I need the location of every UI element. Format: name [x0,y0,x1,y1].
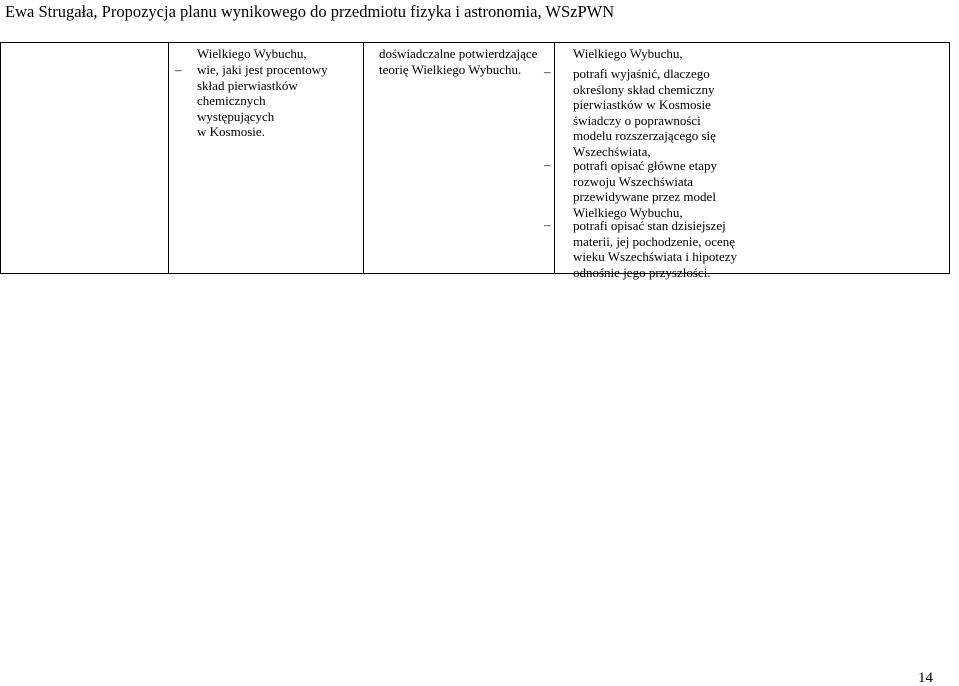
page-number: 14 [918,670,933,686]
column-divider [554,43,555,273]
document-header: Ewa Strugała, Propozycja planu wynikowego do przedmiotu fizyka i astronomia, WSzPWN [5,2,615,21]
column-divider [363,43,364,273]
col2-line: doświadczalne potwierdzające [379,46,538,61]
col3-line: potrafi wyjaśnić, dlaczego [573,66,710,81]
col3-line: pierwiastków w Kosmosie [573,97,711,112]
dash-bullet: – [175,62,182,77]
col1-line: występujących [197,108,275,124]
col1-line: w Kosmosie. [197,124,265,139]
col3-line: potrafi opisać stan dzisiejszej [573,218,726,233]
col3-line: potrafi opisać główne etapy [573,158,718,173]
col1-first-line: Wielkiego Wybuchu, [197,46,307,61]
column-divider [168,43,169,273]
col3-line: rozwoju Wszechświata [573,173,693,189]
col3-line: wieku Wszechświata i hipotezy [573,249,738,264]
dash-bullet: – [544,64,551,79]
dash-bullet: – [544,217,551,232]
col3-line: Wszechświata, [573,143,651,159]
col3-line: określony skład chemiczny [573,81,715,97]
col3-line: modelu rozszerzającego się [573,128,716,143]
col1-line: skład pierwiastków [197,77,298,93]
col3-line: materii, jej pochodzenie, ocenę [573,233,736,249]
col2-line: teorię Wielkiego Wybuchu. [379,61,522,77]
col3-line: przewidywane przez model [573,189,716,204]
col3-line: Wielkiego Wybuchu, [573,204,683,220]
plan-table [0,42,950,280]
dash-bullet: – [544,157,551,172]
col1-line: wie, jaki jest procentowy [197,62,328,77]
col3-line: świadczy o poprawności [573,112,701,128]
col1-line: chemicznych [197,93,266,108]
col3-line: odnośnie jego przyszłości. [573,264,711,280]
col3-first-line: Wielkiego Wybuchu, [573,46,683,61]
